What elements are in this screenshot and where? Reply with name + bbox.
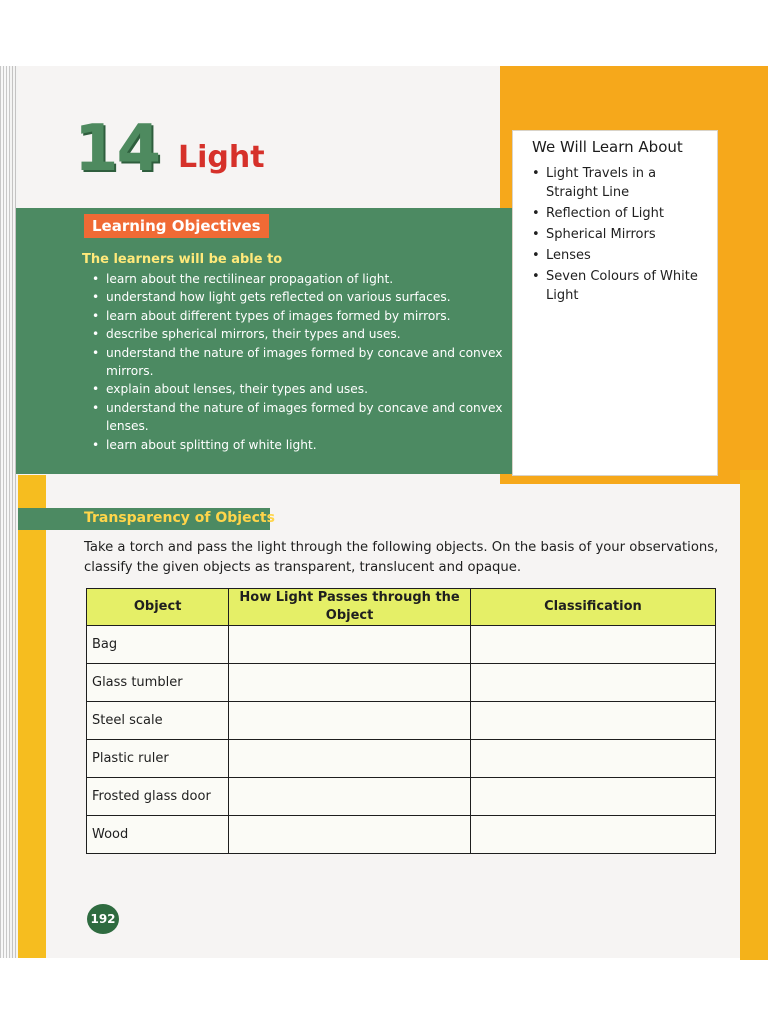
objective-item: • understand the nature of images formed by concave and convex mirrors. bbox=[90, 344, 510, 381]
we-will-learn-list bbox=[530, 164, 708, 307]
object-cell: Plastic ruler bbox=[87, 740, 229, 778]
observation-cell[interactable] bbox=[229, 664, 471, 702]
header-classification: Classification bbox=[470, 589, 715, 626]
classification-cell[interactable] bbox=[470, 778, 715, 816]
observation-cell[interactable] bbox=[229, 626, 471, 664]
object-cell: Wood bbox=[87, 816, 229, 854]
object-cell: Bag bbox=[87, 626, 229, 664]
objectives-intro: The learners will be able to bbox=[82, 252, 283, 267]
table-row bbox=[87, 816, 716, 854]
object-cell: Glass tumbler bbox=[87, 664, 229, 702]
observation-cell[interactable] bbox=[229, 816, 471, 854]
we-will-learn-title: We Will Learn About bbox=[532, 138, 683, 156]
classification-cell[interactable] bbox=[470, 664, 715, 702]
object-cell: Frosted glass door bbox=[87, 778, 229, 816]
table-row bbox=[87, 702, 716, 740]
objective-item: • understand how light gets reflected on various surfaces. bbox=[90, 288, 510, 306]
page-edge bbox=[0, 66, 18, 958]
page-number: 192 bbox=[87, 904, 119, 934]
objective-item: • explain about lenses, their types and uses. bbox=[90, 380, 510, 398]
right-yellow-strip bbox=[740, 470, 768, 960]
activity-heading: Transparency of Objects bbox=[84, 510, 275, 526]
table-row bbox=[87, 778, 716, 816]
topic-item: • Spherical Mirrors bbox=[530, 225, 708, 244]
topic-item: • Light Travels in a Straight Line bbox=[530, 164, 708, 202]
chapter-number: 14 bbox=[74, 112, 160, 186]
objectives-list bbox=[90, 270, 510, 454]
classification-cell[interactable] bbox=[470, 816, 715, 854]
learning-objectives-heading: Learning Objectives bbox=[84, 214, 269, 238]
header-how-light-passes: How Light Passes through the Object bbox=[229, 589, 471, 626]
classification-table bbox=[86, 588, 716, 854]
table-row bbox=[87, 740, 716, 778]
header-object: Object bbox=[87, 589, 229, 626]
table-header-row bbox=[87, 589, 716, 626]
activity-instruction: Take a torch and pass the light through the following objects. On the basis of your observations, classify the given objects as transparent, translucent and opaque. bbox=[84, 540, 719, 575]
observation-cell[interactable] bbox=[229, 740, 471, 778]
objective-item: • learn about the rectilinear propagation of light. bbox=[90, 270, 510, 288]
classification-cell[interactable] bbox=[470, 702, 715, 740]
objective-item: • learn about different types of images formed by mirrors. bbox=[90, 307, 510, 325]
table-row bbox=[87, 626, 716, 664]
topic-item: • Reflection of Light bbox=[530, 204, 708, 223]
observation-cell[interactable] bbox=[229, 778, 471, 816]
classification-cell[interactable] bbox=[470, 740, 715, 778]
observation-cell[interactable] bbox=[229, 702, 471, 740]
object-cell: Steel scale bbox=[87, 702, 229, 740]
objective-item: • describe spherical mirrors, their types and uses. bbox=[90, 325, 510, 343]
classification-cell[interactable] bbox=[470, 626, 715, 664]
left-yellow-strip bbox=[18, 475, 46, 958]
topic-item: • Seven Colours of White Light bbox=[530, 267, 708, 305]
objective-item: • understand the nature of images formed by concave and convex lenses. bbox=[90, 399, 510, 436]
chapter-title: Light bbox=[178, 140, 265, 175]
objective-item: • learn about splitting of white light. bbox=[90, 436, 510, 454]
topic-item: • Lenses bbox=[530, 246, 708, 265]
table-row bbox=[87, 664, 716, 702]
